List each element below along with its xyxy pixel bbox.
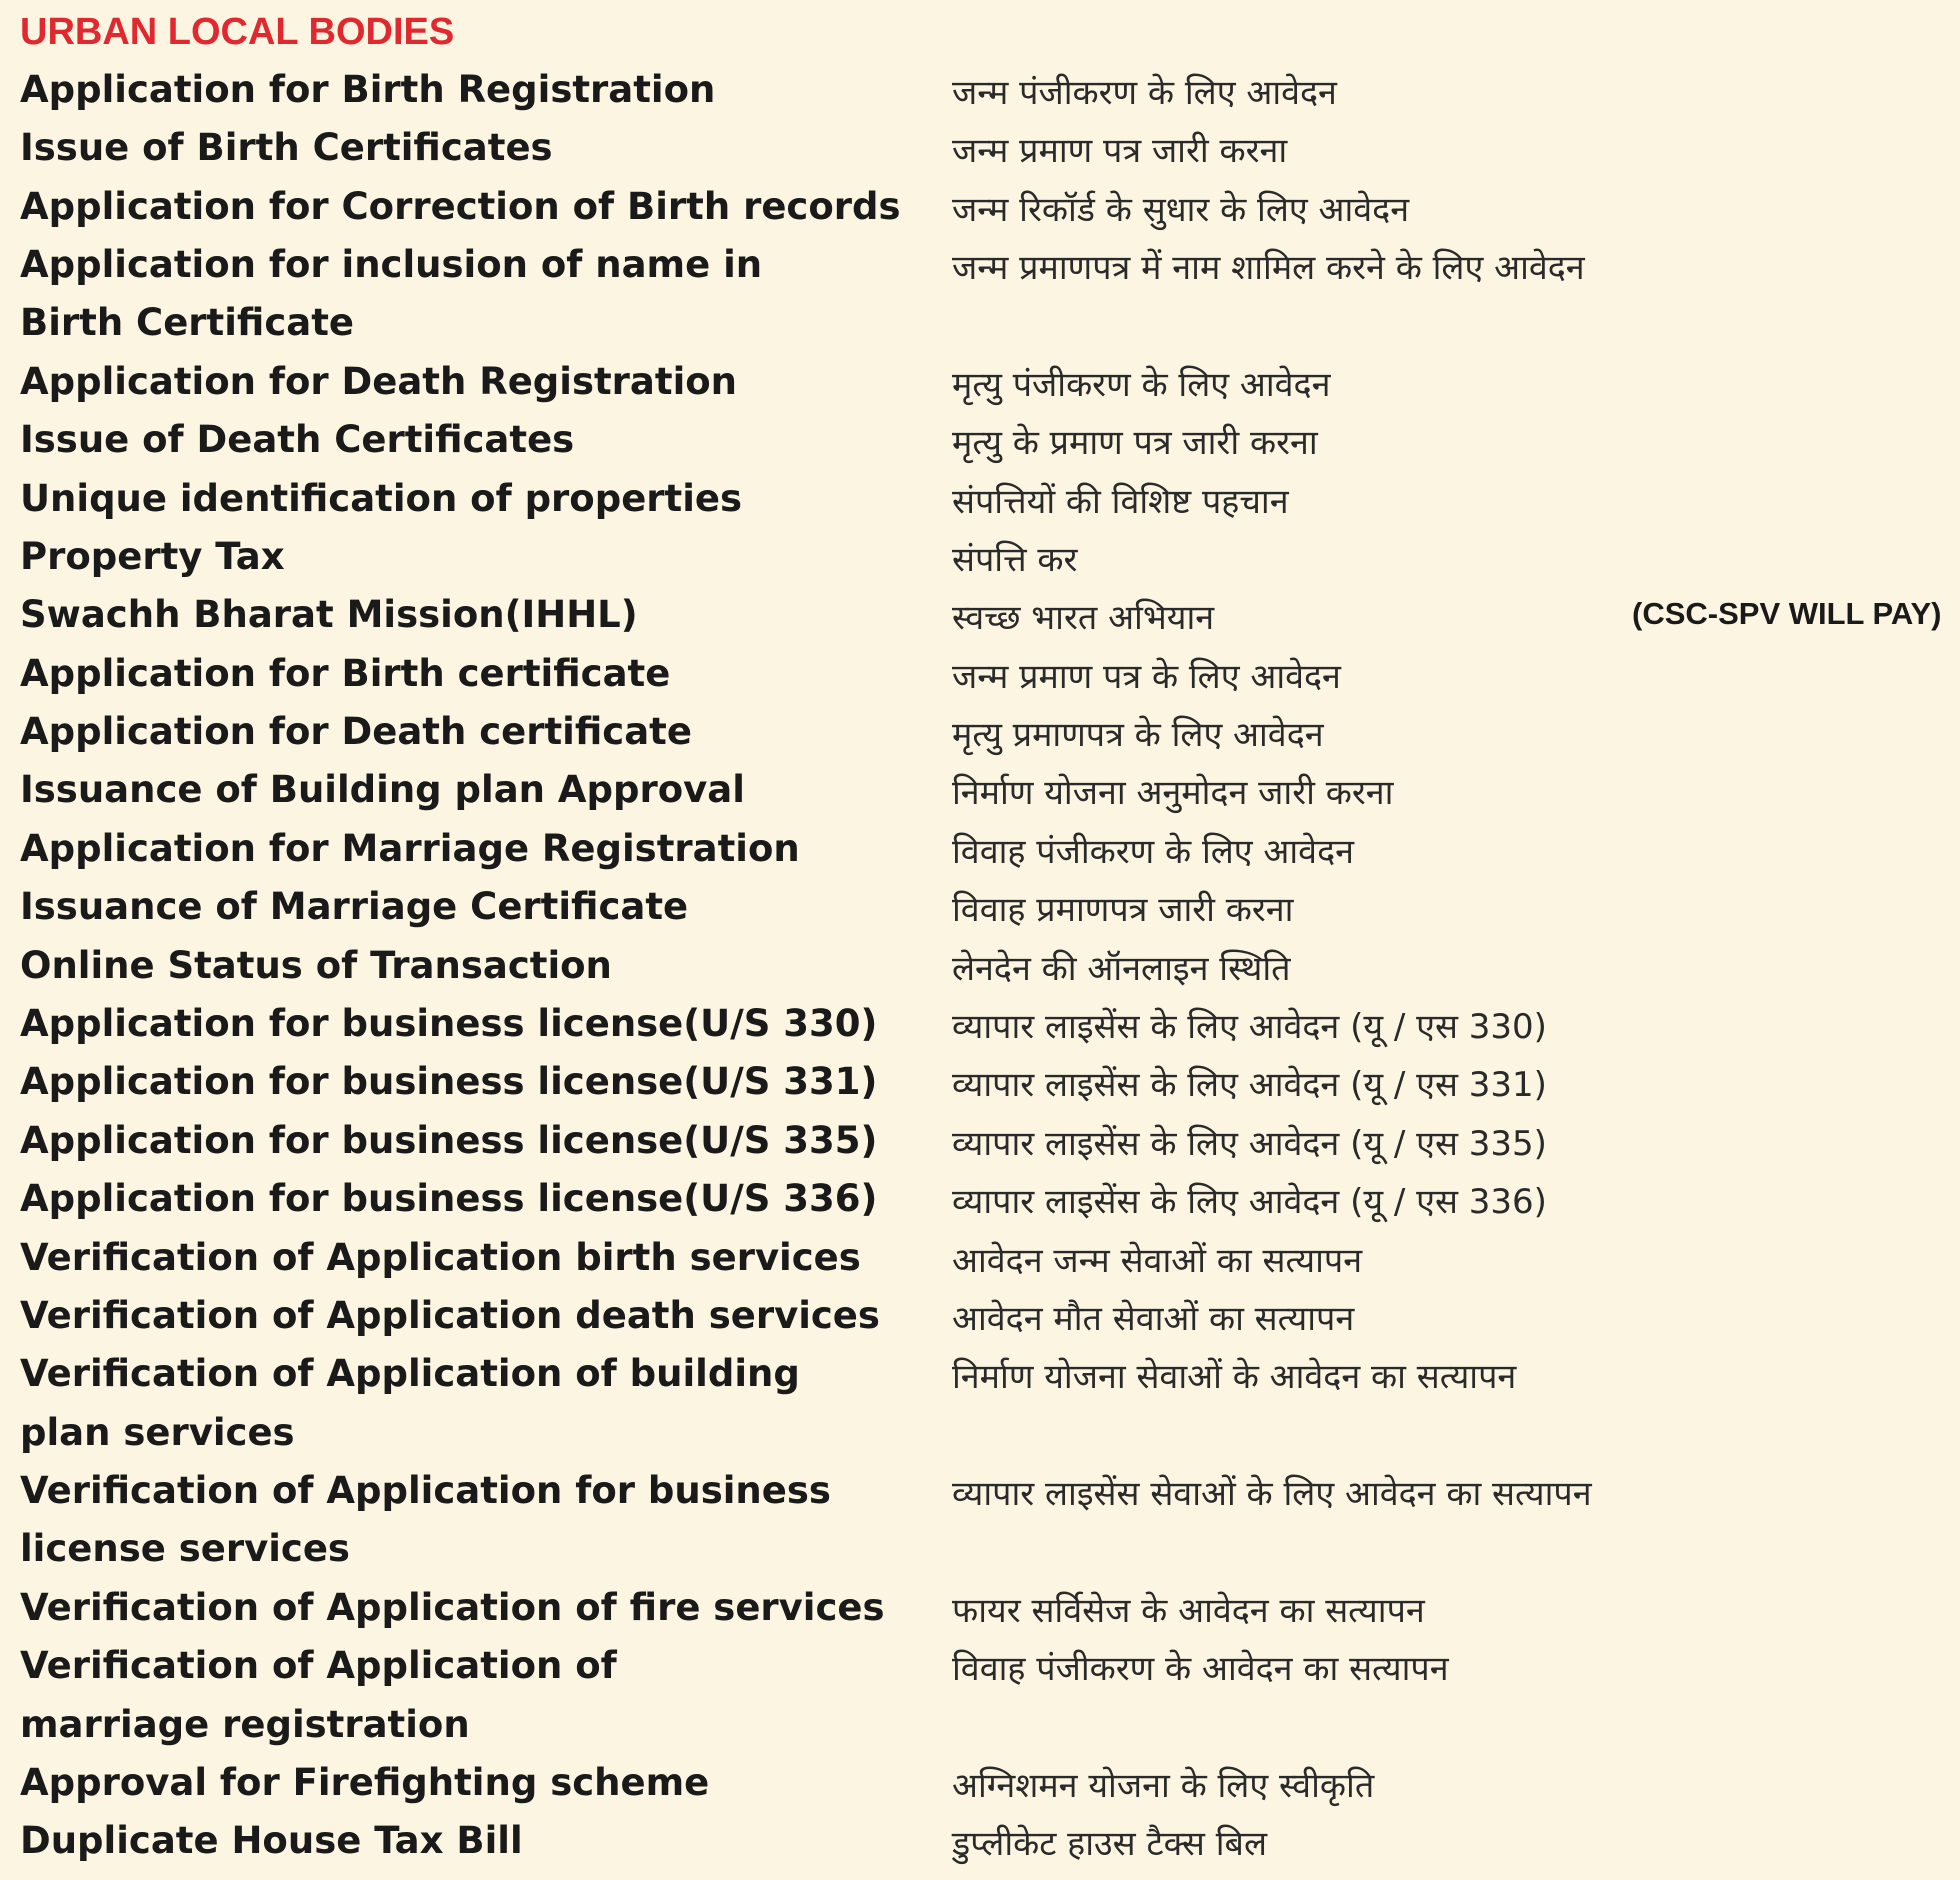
service-hi: निर्माण योजना अनुमोदन जारी करना bbox=[952, 773, 1394, 813]
service-hi: जन्म रिकॉर्ड के सुधार के लिए आवेदन bbox=[952, 190, 1410, 230]
service-en: Application for Birth certificate bbox=[20, 652, 671, 695]
service-en: Issuance of Building plan Approval bbox=[20, 768, 745, 811]
service-en: Verification of Application death services bbox=[20, 1294, 880, 1337]
service-en: Application for Death Registration bbox=[20, 360, 738, 403]
service-hi: व्यापार लाइसेंस के लिए आवेदन (यू / एस 331) bbox=[952, 1065, 1547, 1105]
service-en: plan services bbox=[20, 1411, 295, 1454]
service-en: license services bbox=[20, 1527, 350, 1570]
service-en: Property Tax bbox=[20, 535, 285, 578]
service-hi: व्यापार लाइसेंस के लिए आवेदन (यू / एस 336) bbox=[952, 1182, 1547, 1222]
service-en: Birth Certificate bbox=[20, 301, 355, 344]
service-hi: जन्म प्रमाण पत्र जारी करना bbox=[952, 131, 1288, 171]
service-hi: व्यापार लाइसेंस सेवाओं के लिए आवेदन का सत्यापन bbox=[952, 1474, 1592, 1514]
service-en: Application for Correction of Birth records bbox=[20, 185, 901, 228]
service-hi: मृत्यु पंजीकरण के लिए आवेदन bbox=[952, 365, 1331, 405]
service-hi: जन्म पंजीकरण के लिए आवेदन bbox=[952, 73, 1337, 113]
service-en: Application for business license(U/S 330) bbox=[20, 1002, 878, 1045]
service-en: Swachh Bharat Mission(IHHL) bbox=[20, 593, 638, 636]
service-en: Verification of Application of building bbox=[20, 1352, 800, 1395]
service-en: Unique identification of properties bbox=[20, 477, 743, 520]
service-hi: संपत्ति कर bbox=[952, 540, 1078, 580]
service-hi: विवाह पंजीकरण के आवेदन का सत्यापन bbox=[952, 1649, 1449, 1689]
service-en: Issuance of Marriage Certificate bbox=[20, 885, 689, 928]
service-en: Online Status of Transaction bbox=[20, 944, 612, 987]
service-hi: जन्म प्रमाणपत्र में नाम शामिल करने के लिए आवेदन bbox=[952, 248, 1585, 288]
service-en: Issue of Death Certificates bbox=[20, 418, 575, 461]
service-en: Verification of Application of bbox=[20, 1644, 617, 1687]
service-hi: फायर सर्विसेज के आवेदन का सत्यापन bbox=[952, 1591, 1425, 1631]
service-en: Application for business license(U/S 336) bbox=[20, 1177, 878, 1220]
service-hi: मृत्यु के प्रमाण पत्र जारी करना bbox=[952, 423, 1318, 463]
service-hi: लेनदेन की ऑनलाइन स्थिति bbox=[952, 949, 1291, 989]
service-en: Application for Birth Registration bbox=[20, 68, 716, 111]
service-hi: विवाह पंजीकरण के लिए आवेदन bbox=[952, 832, 1354, 872]
service-en: marriage registration bbox=[20, 1703, 470, 1746]
service-en: Application for business license(U/S 331) bbox=[20, 1060, 878, 1103]
service-hi: जन्म प्रमाण पत्र के लिए आवेदन bbox=[952, 657, 1341, 697]
csc-spv-note: (CSC-SPV WILL PAY) bbox=[1632, 596, 1942, 631]
service-en: Verification of Application of fire services bbox=[20, 1586, 885, 1629]
service-hi: व्यापार लाइसेंस के लिए आवेदन (यू / एस 330) bbox=[952, 1007, 1547, 1047]
service-hi: संपत्तियों की विशिष्ट पहचान bbox=[952, 482, 1289, 522]
service-en: Issue of Birth Certificates bbox=[20, 126, 553, 169]
service-en: Application for Death certificate bbox=[20, 710, 692, 753]
service-hi: विवाह प्रमाणपत्र जारी करना bbox=[952, 890, 1294, 930]
service-en: Duplicate House Tax Bill bbox=[20, 1819, 523, 1862]
service-en: Application for Marriage Registration bbox=[20, 827, 800, 870]
service-en: Verification of Application birth services bbox=[20, 1236, 861, 1279]
service-hi: आवेदन मौत सेवाओं का सत्यापन bbox=[952, 1299, 1355, 1339]
service-en: Application for inclusion of name in bbox=[20, 243, 763, 286]
service-en: Application for business license(U/S 335) bbox=[20, 1119, 878, 1162]
service-hi: आवेदन जन्म सेवाओं का सत्यापन bbox=[952, 1241, 1363, 1281]
service-en: Approval for Firefighting scheme bbox=[20, 1761, 710, 1804]
service-hi: निर्माण योजना सेवाओं के आवेदन का सत्यापन bbox=[952, 1357, 1517, 1397]
section-title: URBAN LOCAL BODIES bbox=[20, 11, 455, 53]
service-hi: मृत्यु प्रमाणपत्र के लिए आवेदन bbox=[952, 715, 1324, 755]
service-hi: अग्निशमन योजना के लिए स्वीकृति bbox=[952, 1766, 1375, 1806]
service-hi: व्यापार लाइसेंस के लिए आवेदन (यू / एस 335) bbox=[952, 1124, 1547, 1164]
service-en: Verification of Application for business bbox=[20, 1469, 831, 1512]
service-hi: डुप्लीकेट हाउस टैक्स बिल bbox=[952, 1824, 1267, 1864]
service-hi: स्वच्छ भारत अभियान bbox=[952, 598, 1215, 638]
